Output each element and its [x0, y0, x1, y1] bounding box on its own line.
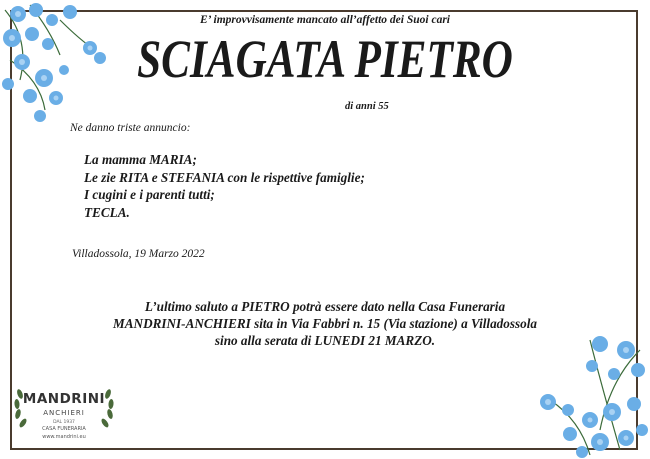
logo-since: DAL 1937 [53, 420, 75, 425]
family-line: Le zie RITA e STEFANIA con le rispettive famiglie; [84, 169, 365, 185]
logo-kind: CASA FUNERARIA [42, 426, 86, 432]
logo-sub: ANCHIERI [43, 409, 85, 417]
family-line: I cugini e i parenti tutti; [84, 187, 215, 202]
flowers-bottom-right [530, 330, 650, 459]
family-line: TECLA. [84, 204, 130, 220]
deceased-age: di anni 55 [345, 101, 389, 112]
funeral-info-line: MANDRINI-ANCHIERI sita in Via Fabbri n. 15 (Via stazione) a Villadossola [113, 316, 537, 331]
logo-web: www.mandrini.eu [42, 434, 86, 440]
logo-brand: MANDRINI [22, 391, 106, 407]
funeral-info-line: L’ultimo saluto a PIETRO potrà essere dato nella Casa Funeraria [144, 299, 506, 314]
family-line: La mamma MARIA; [84, 152, 197, 167]
funeral-home-logo [10, 378, 118, 448]
announce-line: Ne danno triste annuncio: [70, 122, 191, 134]
intro-line: E’ improvvisamente mancato all’affetto dei Suoi cari [199, 14, 450, 26]
funeral-info-line: sino alla serata di LUNEDI 21 MARZO. [214, 333, 436, 348]
deceased-name: SCIAGATA PIETRO [137, 29, 513, 89]
place-date: Villadossola, 19 Marzo 2022 [72, 248, 205, 260]
family-list [84, 151, 365, 221]
funeral-info [0, 298, 650, 349]
